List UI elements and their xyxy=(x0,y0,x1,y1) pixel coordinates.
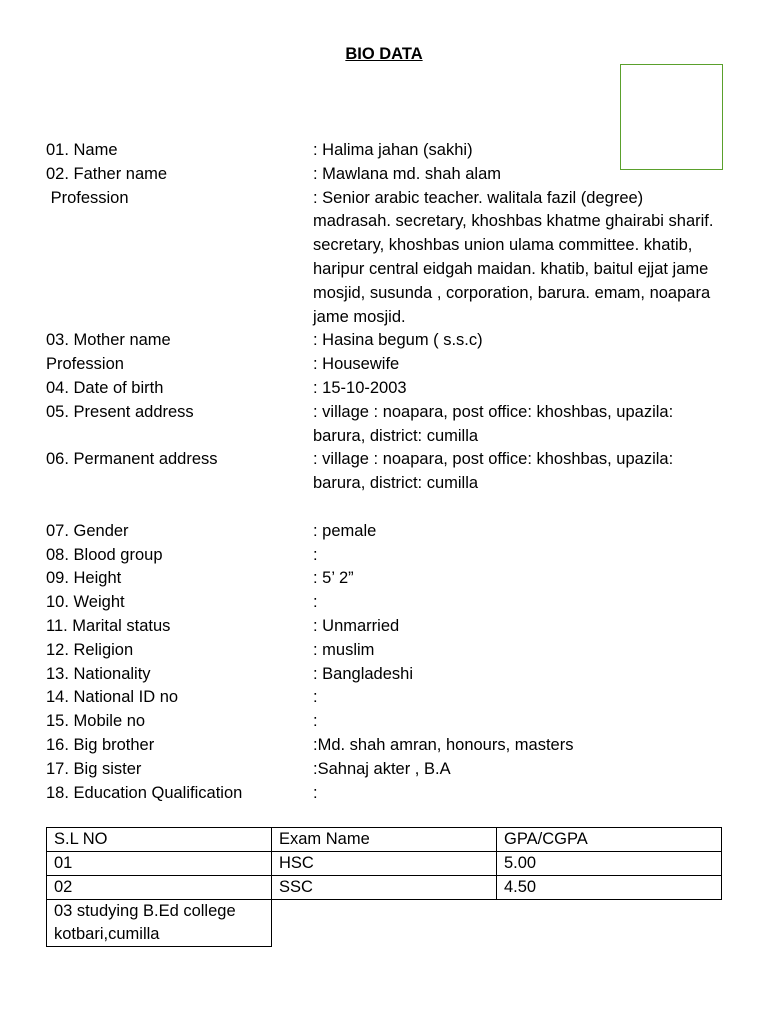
field-value: : xyxy=(313,593,318,612)
field-label: 12. Religion xyxy=(46,640,134,659)
field-label: 13. Nationality xyxy=(46,664,151,683)
field-label: 02. Father name xyxy=(46,164,168,183)
field-gender xyxy=(0,520,768,544)
table-row xyxy=(47,852,722,876)
field-value: : Halima jahan (sakhi) xyxy=(313,141,473,159)
field-label: 17. Big sister xyxy=(46,759,142,778)
field-value: : xyxy=(313,688,318,707)
bio-fields xyxy=(0,139,768,805)
table-header-cell: GPA/CGPA xyxy=(497,828,722,852)
note-line: 03 studying B.Ed college xyxy=(54,902,236,920)
table-header-cell: Exam Name xyxy=(272,828,497,852)
field-label: 18. Education Qualification xyxy=(46,783,243,802)
table-cell: 5.00 xyxy=(497,852,722,876)
field-label: 04. Date of birth xyxy=(46,378,164,397)
field-label: 11. Marital status xyxy=(46,616,171,635)
field-label: 07. Gender xyxy=(46,521,129,540)
field-blood-group xyxy=(0,544,768,568)
table-row xyxy=(47,900,722,947)
table-header-row xyxy=(47,828,722,852)
field-mother-name xyxy=(0,329,768,353)
field-label: 10. Weight xyxy=(46,593,125,612)
field-value: : Bangladeshi xyxy=(313,664,413,683)
field-value: : xyxy=(313,545,318,564)
field-value: : village : noapara, post office: khoshbas, upazila: barura, district: cumilla xyxy=(313,402,674,445)
field-religion xyxy=(0,639,768,663)
field-big-brother xyxy=(0,734,768,758)
field-value: : Hasina begum ( s.s.c) xyxy=(313,331,483,350)
field-label: 09. Height xyxy=(46,569,122,588)
field-label: 01. Name xyxy=(46,141,118,159)
table-cell-empty xyxy=(272,900,497,947)
field-value: :Md. shah amran, honours, masters xyxy=(313,735,574,754)
field-value: :Sahnaj akter , B.A xyxy=(313,759,451,778)
field-label: 08. Blood group xyxy=(46,545,163,564)
field-weight xyxy=(0,591,768,615)
table-cell-note xyxy=(47,900,272,947)
education-table xyxy=(46,827,722,947)
table-cell: 01 xyxy=(47,852,272,876)
table-cell: 02 xyxy=(47,876,272,900)
spacer xyxy=(0,496,768,520)
field-label: 06. Permanent address xyxy=(46,450,218,469)
field-value: : Unmarried xyxy=(313,616,400,635)
table-cell: 4.50 xyxy=(497,876,722,900)
table-row xyxy=(47,876,722,900)
field-big-sister xyxy=(0,758,768,782)
field-father-name xyxy=(0,163,768,187)
field-marital-status xyxy=(0,615,768,639)
field-value: : village : noapara, post office: khoshbas, upazila: barura, district: cumilla xyxy=(313,450,674,493)
table-header-cell: S.L NO xyxy=(47,828,272,852)
field-mother-profession xyxy=(0,353,768,377)
field-value: : Housewife xyxy=(313,355,400,374)
field-value: : xyxy=(313,783,318,802)
field-permanent-address xyxy=(0,448,768,496)
field-national-id xyxy=(0,686,768,710)
field-value: : xyxy=(313,712,318,731)
field-present-address xyxy=(0,401,768,449)
table-cell-empty xyxy=(497,900,722,947)
field-label: 03. Mother name xyxy=(46,331,171,350)
field-date-of-birth xyxy=(0,377,768,401)
field-mobile-no xyxy=(0,710,768,734)
field-value: : 15-10-2003 xyxy=(313,378,407,397)
field-label: 05. Present address xyxy=(46,402,194,421)
field-label: 14. National ID no xyxy=(46,688,179,707)
field-label: Profession xyxy=(46,188,129,207)
field-value: : Senior arabic teacher. walitala fazil (degree) madrasah. secretary, khoshbas khatme ghairabi sharif. secretary, khoshbas union ulama committee. khatib, haripur central eidgah maidan. khatib, baitul ejjat jame mosjid, susunda , corporation, barura. emam, noapara jame mosjid. xyxy=(313,188,714,326)
field-label: Profession xyxy=(46,355,124,374)
field-value: : muslim xyxy=(313,640,375,659)
field-value: : 5’ 2” xyxy=(313,569,354,588)
field-label: 16. Big brother xyxy=(46,735,155,754)
field-value: : pemale xyxy=(313,521,377,540)
field-name xyxy=(0,139,768,163)
field-nationality xyxy=(0,663,768,687)
note-line: kotbari,cumilla xyxy=(54,925,160,943)
field-height xyxy=(0,567,768,591)
page-title: BIO DATA xyxy=(345,45,423,63)
field-education-qualification xyxy=(0,782,768,806)
field-label: 15. Mobile no xyxy=(46,712,146,731)
field-father-profession xyxy=(0,187,768,330)
table-cell: HSC xyxy=(272,852,497,876)
table-cell: SSC xyxy=(272,876,497,900)
field-value: : Mawlana md. shah alam xyxy=(313,164,502,183)
